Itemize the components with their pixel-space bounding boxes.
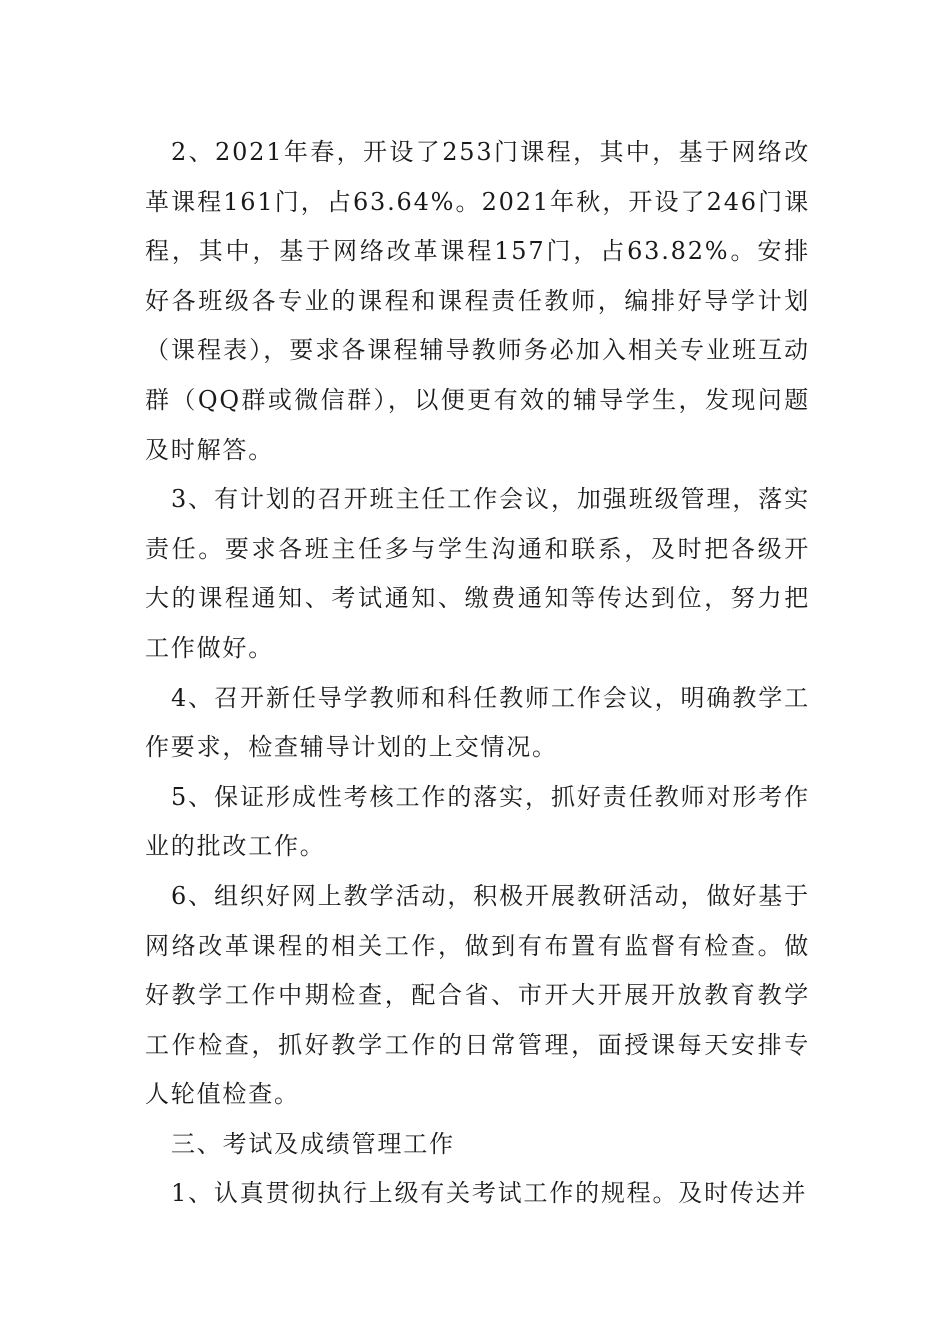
section-heading-exam-management: 三、考试及成绩管理工作: [171, 1129, 455, 1158]
paragraph-course-stats: 2、2021年春，开设了253门课程，其中，基于网络改革课程161门，占63.64%。2021年秋，开设了246门课程，其中，基于网络改革课程157门，占63.82%。安排好各班级各专业的课程和课程责任教师，编排好导学计划（课程表），要求各课程辅导教师务必加入相关专业班互动群（QQ群或微信群），以便更有效的辅导学生，发现问题及时解答。: [145, 138, 810, 464]
paragraph-new-teacher-meeting: 4、召开新任导学教师和科任教师工作会议，明确教学工作要求，检查辅导计划的上交情况。: [145, 683, 810, 762]
document-body: [145, 128, 810, 1219]
paragraph-online-teaching: 6、组织好网上教学活动，积极开展教研活动，做好基于网络改革课程的相关工作，做到有布置有监督有检查。做好教学工作中期检查，配合省、市开大开展开放教育教学工作检查，抓好教学工作的日常管理，面授课每天安排专人轮值检查。: [145, 881, 810, 1109]
paragraph-class-teacher-meeting: 3、有计划的召开班主任工作会议，加强班级管理，落实责任。要求各班主任多与学生沟通和联系，及时把各级开大的课程通知、考试通知、缴费通知等传达到位，努力把工作做好。: [145, 485, 810, 662]
paragraph-exam-rules: 1、认真贯彻执行上级有关考试工作的规程。及时传达并: [171, 1179, 808, 1208]
paragraph-formative-assessment: 5、保证形成性考核工作的落实，抓好责任教师对形考作业的批改工作。: [145, 782, 810, 861]
